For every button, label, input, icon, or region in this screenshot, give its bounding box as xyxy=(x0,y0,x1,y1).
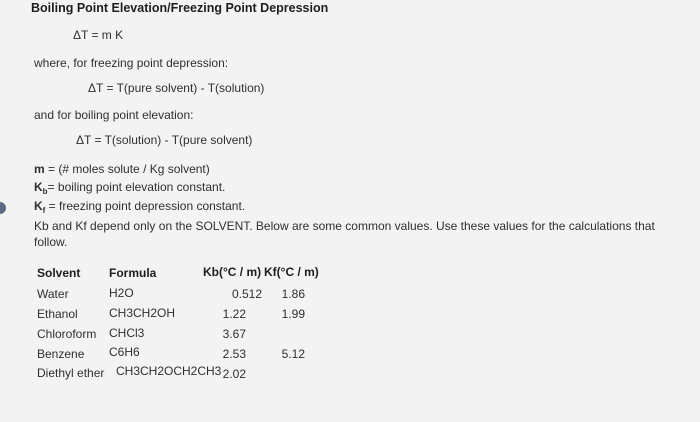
row-solvent: Water xyxy=(37,287,69,301)
kf-definition: freezing point depression constant. xyxy=(59,199,246,213)
header-solvent: Solvent xyxy=(37,266,81,280)
freezing-intro: where, for freezing point depression: xyxy=(34,56,229,70)
header-kb: Kb(°C / m) xyxy=(203,265,262,279)
row-kf: 1.99 xyxy=(281,307,305,321)
definition-kb xyxy=(34,180,225,195)
boiling-equation: ΔT = T(solution) - T(pure solvent) xyxy=(76,133,253,147)
m-symbol: m xyxy=(34,162,45,176)
boiling-intro: and for boiling point elevation: xyxy=(34,108,194,122)
row-formula: CHCl3 xyxy=(109,326,145,340)
header-formula: Formula xyxy=(109,266,157,280)
row-kb: 2.53 xyxy=(222,347,246,361)
main-equation: ΔT = m K xyxy=(73,28,124,42)
row-kb: 1.22 xyxy=(222,307,246,321)
row-formula: CH3CH2OH xyxy=(109,306,176,320)
kb-equals: = xyxy=(47,180,58,194)
row-formula: CH3CH2OCH2CH3 xyxy=(116,364,222,378)
definition-kf xyxy=(34,199,245,214)
m-definition: (# moles solute / Kg solvent) xyxy=(58,162,210,176)
row-solvent: Chloroform xyxy=(37,327,97,341)
row-solvent: Benzene xyxy=(37,347,85,361)
row-kf: 1.86 xyxy=(281,287,305,301)
row-formula: H2O xyxy=(109,286,134,300)
row-kb: 0.512 xyxy=(231,287,262,301)
row-kb: 3.67 xyxy=(222,327,246,341)
row-formula: C6H6 xyxy=(109,345,140,359)
page-title: Boiling Point Elevation/Freezing Point Depression xyxy=(31,1,329,15)
kf-subscript: f xyxy=(42,206,46,215)
freezing-equation: ΔT = T(pure solvent) - T(solution) xyxy=(88,81,265,95)
marker-dot xyxy=(0,202,6,214)
row-solvent: Diethyl ether xyxy=(37,366,105,380)
row-kb: 2.02 xyxy=(222,367,246,381)
kf-equals: = xyxy=(45,199,60,213)
m-equals: = xyxy=(44,162,59,176)
kf-symbol: K xyxy=(34,199,43,213)
row-solvent: Ethanol xyxy=(37,307,78,321)
constants-paragraph: Kb and Kf depend only on the SOLVENT. Below are some common values. Use these values for the calculations that follow. xyxy=(34,219,655,249)
kb-symbol: K xyxy=(34,180,43,194)
row-kf: 5.12 xyxy=(281,347,305,361)
kb-subscript: b xyxy=(42,187,48,196)
kb-definition: boiling point elevation constant. xyxy=(57,180,226,194)
definition-m xyxy=(34,162,210,177)
header-kf: Kf(°C / m) xyxy=(264,265,319,279)
